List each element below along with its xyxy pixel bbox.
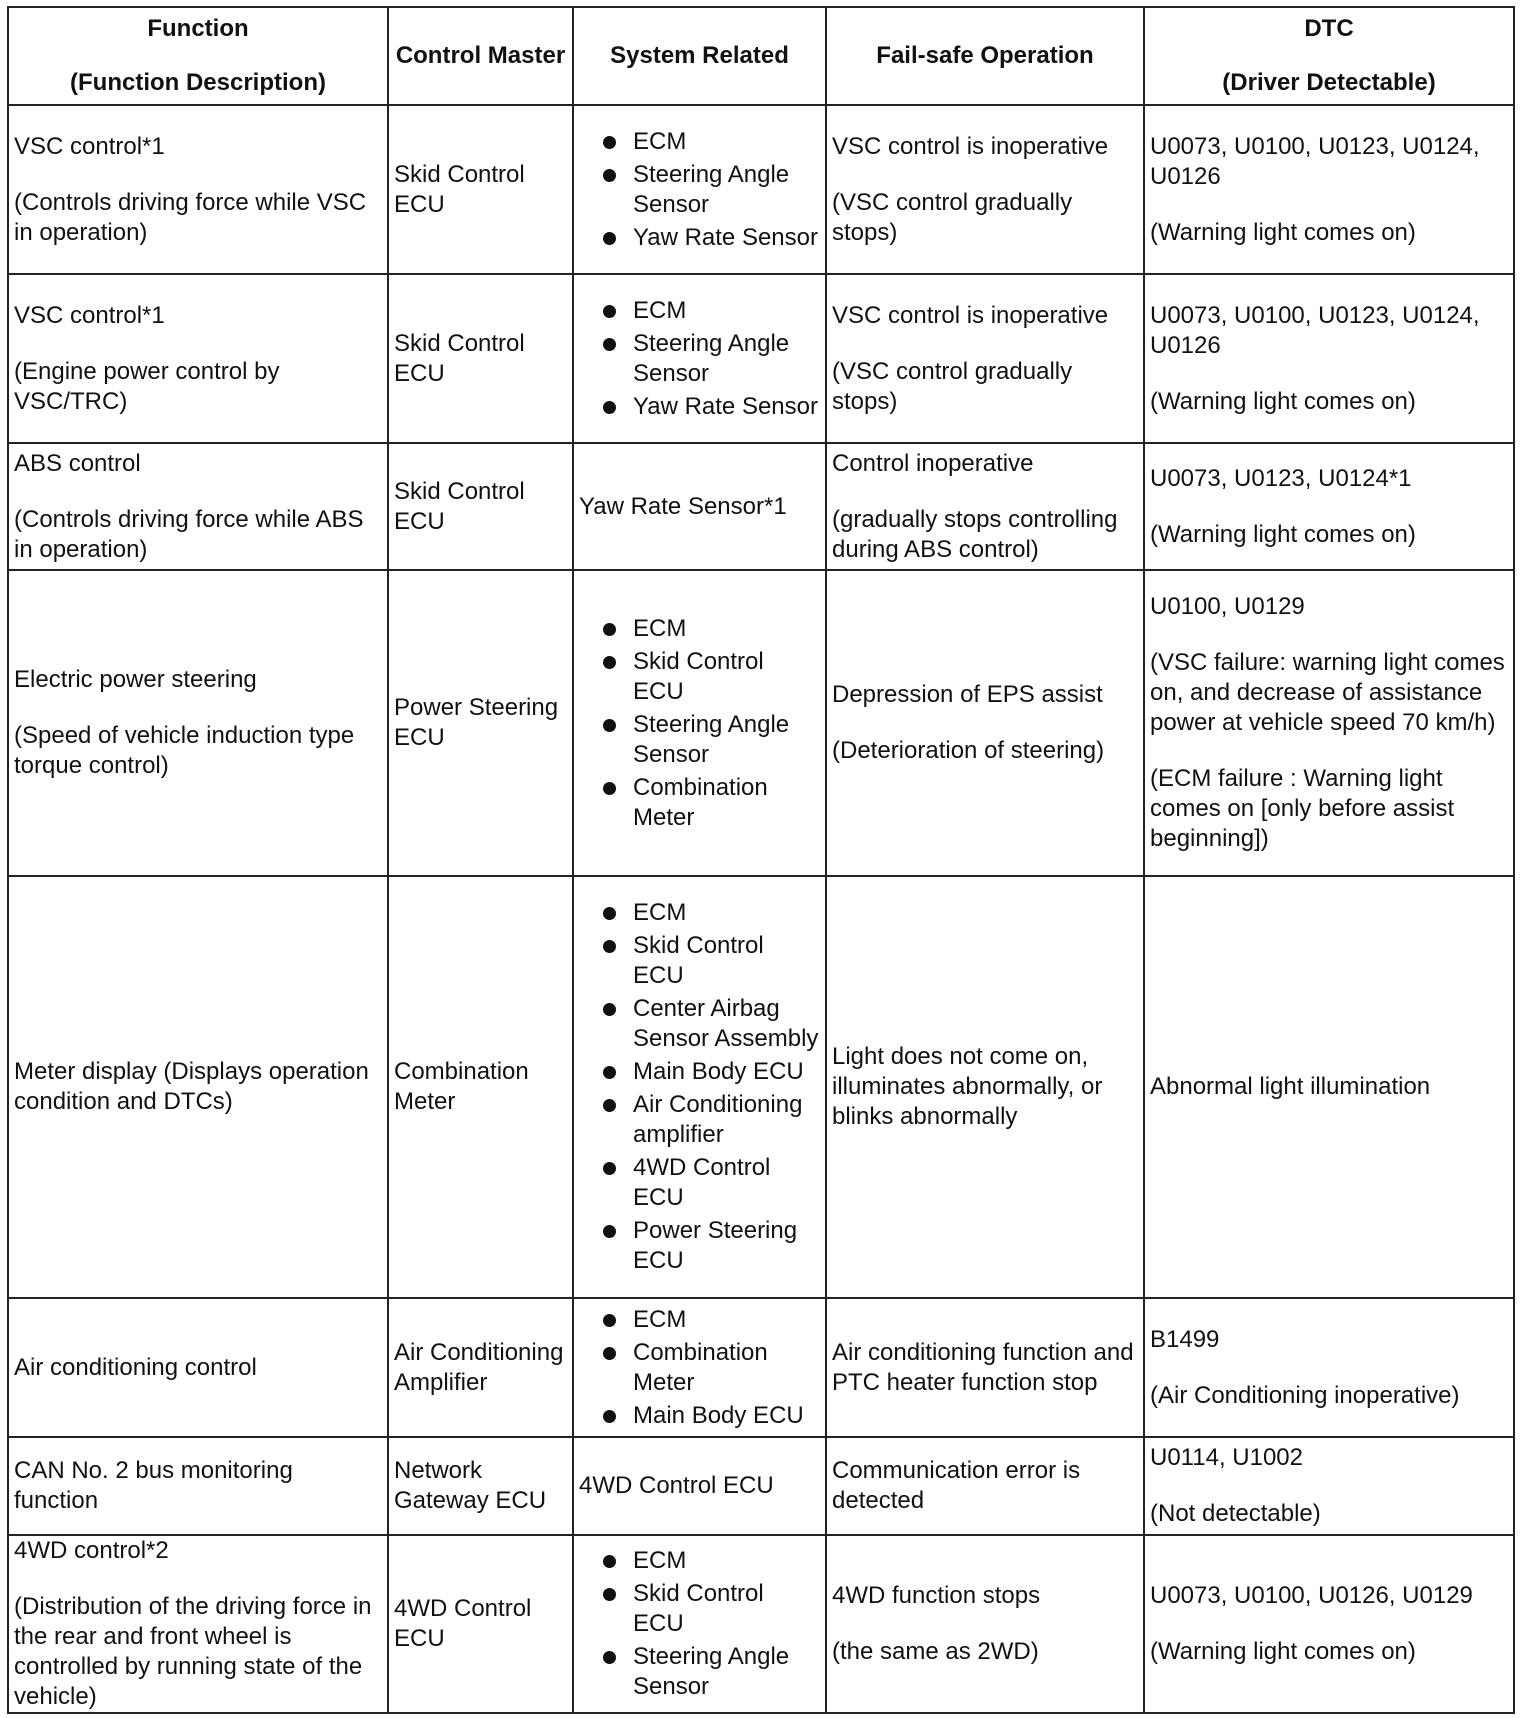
failsafe-cell: Air conditioning function and PTC heater function stop xyxy=(826,1298,1144,1437)
dtc-cell: B1499 (Air Conditioning inoperative) xyxy=(1144,1298,1514,1437)
table-row xyxy=(8,570,1514,876)
function-cell: VSC control*1 (Engine power control by VSC/TRC) xyxy=(8,274,388,443)
failsafe-cell: Depression of EPS assist (Deterioration of steering) xyxy=(826,570,1144,876)
function-cell: VSC control*1 (Controls driving force while VSC in operation) xyxy=(8,105,388,274)
list-item: ECM xyxy=(579,296,820,326)
system-related-cell xyxy=(573,274,826,443)
system-related-cell xyxy=(573,105,826,274)
table-row xyxy=(8,443,1514,570)
table-row xyxy=(8,105,1514,274)
table-row xyxy=(8,274,1514,443)
table-row xyxy=(8,876,1514,1298)
function-table xyxy=(7,6,1515,1714)
system-related-cell xyxy=(573,1298,826,1437)
control-master-cell: Network Gateway ECU xyxy=(388,1437,573,1535)
header-dtc: DTC (Driver Detectable) xyxy=(1144,7,1514,105)
control-master-cell: 4WD Control ECU xyxy=(388,1535,573,1713)
list-item: Skid Control ECU xyxy=(579,931,820,991)
dtc-cell: Abnormal light illumination xyxy=(1144,876,1514,1298)
list-item: Main Body ECU xyxy=(579,1401,820,1431)
control-master-cell: Skid Control ECU xyxy=(388,105,573,274)
list-item: Yaw Rate Sensor xyxy=(579,392,820,422)
list-item: ECM xyxy=(579,898,820,928)
list-item: Yaw Rate Sensor xyxy=(579,223,820,253)
function-cell: Meter display (Displays operation condition and DTCs) xyxy=(8,876,388,1298)
list-item: Skid Control ECU xyxy=(579,647,820,707)
table-row xyxy=(8,1298,1514,1437)
list-item: Steering Angle Sensor xyxy=(579,329,820,389)
list-item: Skid Control ECU xyxy=(579,1579,820,1639)
list-item: ECM xyxy=(579,127,820,157)
list-item: Center Airbag Sensor Assembly xyxy=(579,994,820,1054)
system-related-cell xyxy=(573,570,826,876)
failsafe-cell: Communication error is detected xyxy=(826,1437,1144,1535)
list-item: Steering Angle Sensor xyxy=(579,710,820,770)
dtc-cell: U0073, U0100, U0126, U0129 (Warning light comes on) xyxy=(1144,1535,1514,1713)
system-related-cell: Yaw Rate Sensor*1 xyxy=(573,443,826,570)
list-item: Air Conditioning amplifier xyxy=(579,1090,820,1150)
control-master-cell: Power Steering ECU xyxy=(388,570,573,876)
failsafe-cell: VSC control is inoperative (VSC control gradually stops) xyxy=(826,274,1144,443)
control-master-cell: Air Conditioning Amplifier xyxy=(388,1298,573,1437)
header-control-master: Control Master xyxy=(388,7,573,105)
dtc-cell: U0100, U0129 (VSC failure: warning light comes on, and decrease of assistance power at vehicle speed 70 km/h) (ECM failure : Warning light comes on [only before assist beginning]) xyxy=(1144,570,1514,876)
function-cell: CAN No. 2 bus monitoring function xyxy=(8,1437,388,1535)
header-failsafe: Fail-safe Operation xyxy=(826,7,1144,105)
table-row xyxy=(8,1437,1514,1535)
list-item: Main Body ECU xyxy=(579,1057,820,1087)
dtc-cell: U0073, U0123, U0124*1 (Warning light comes on) xyxy=(1144,443,1514,570)
failsafe-cell: 4WD function stops (the same as 2WD) xyxy=(826,1535,1144,1713)
failsafe-cell: VSC control is inoperative (VSC control gradually stops) xyxy=(826,105,1144,274)
list-item: ECM xyxy=(579,614,820,644)
list-item: 4WD Control ECU xyxy=(579,1153,820,1213)
table-row xyxy=(8,1535,1514,1713)
function-cell: 4WD control*2 (Distribution of the driving force in the rear and front wheel is controlled by running state of the vehicle) xyxy=(8,1535,388,1713)
list-item: ECM xyxy=(579,1546,820,1576)
function-cell: ABS control (Controls driving force while ABS in operation) xyxy=(8,443,388,570)
list-item: Combination Meter xyxy=(579,1338,820,1398)
list-item: Steering Angle Sensor xyxy=(579,160,820,220)
system-related-cell xyxy=(573,1535,826,1713)
list-item: Steering Angle Sensor xyxy=(579,1642,820,1702)
function-cell: Air conditioning control xyxy=(8,1298,388,1437)
header-row xyxy=(8,7,1514,105)
control-master-cell: Combination Meter xyxy=(388,876,573,1298)
header-system-related: System Related xyxy=(573,7,826,105)
function-cell: Electric power steering (Speed of vehicle induction type torque control) xyxy=(8,570,388,876)
list-item: Combination Meter xyxy=(579,773,820,833)
dtc-cell: U0073, U0100, U0123, U0124, U0126 (Warning light comes on) xyxy=(1144,274,1514,443)
failsafe-cell: Control inoperative (gradually stops controlling during ABS control) xyxy=(826,443,1144,570)
dtc-cell: U0073, U0100, U0123, U0124, U0126 (Warning light comes on) xyxy=(1144,105,1514,274)
control-master-cell: Skid Control ECU xyxy=(388,274,573,443)
control-master-cell: Skid Control ECU xyxy=(388,443,573,570)
system-related-cell: 4WD Control ECU xyxy=(573,1437,826,1535)
failsafe-cell: Light does not come on, illuminates abnormally, or blinks abnormally xyxy=(826,876,1144,1298)
header-function: Function (Function Description) xyxy=(8,7,388,105)
dtc-cell: U0114, U1002 (Not detectable) xyxy=(1144,1437,1514,1535)
list-item: ECM xyxy=(579,1305,820,1335)
list-item: Power Steering ECU xyxy=(579,1216,820,1276)
system-related-cell xyxy=(573,876,826,1298)
